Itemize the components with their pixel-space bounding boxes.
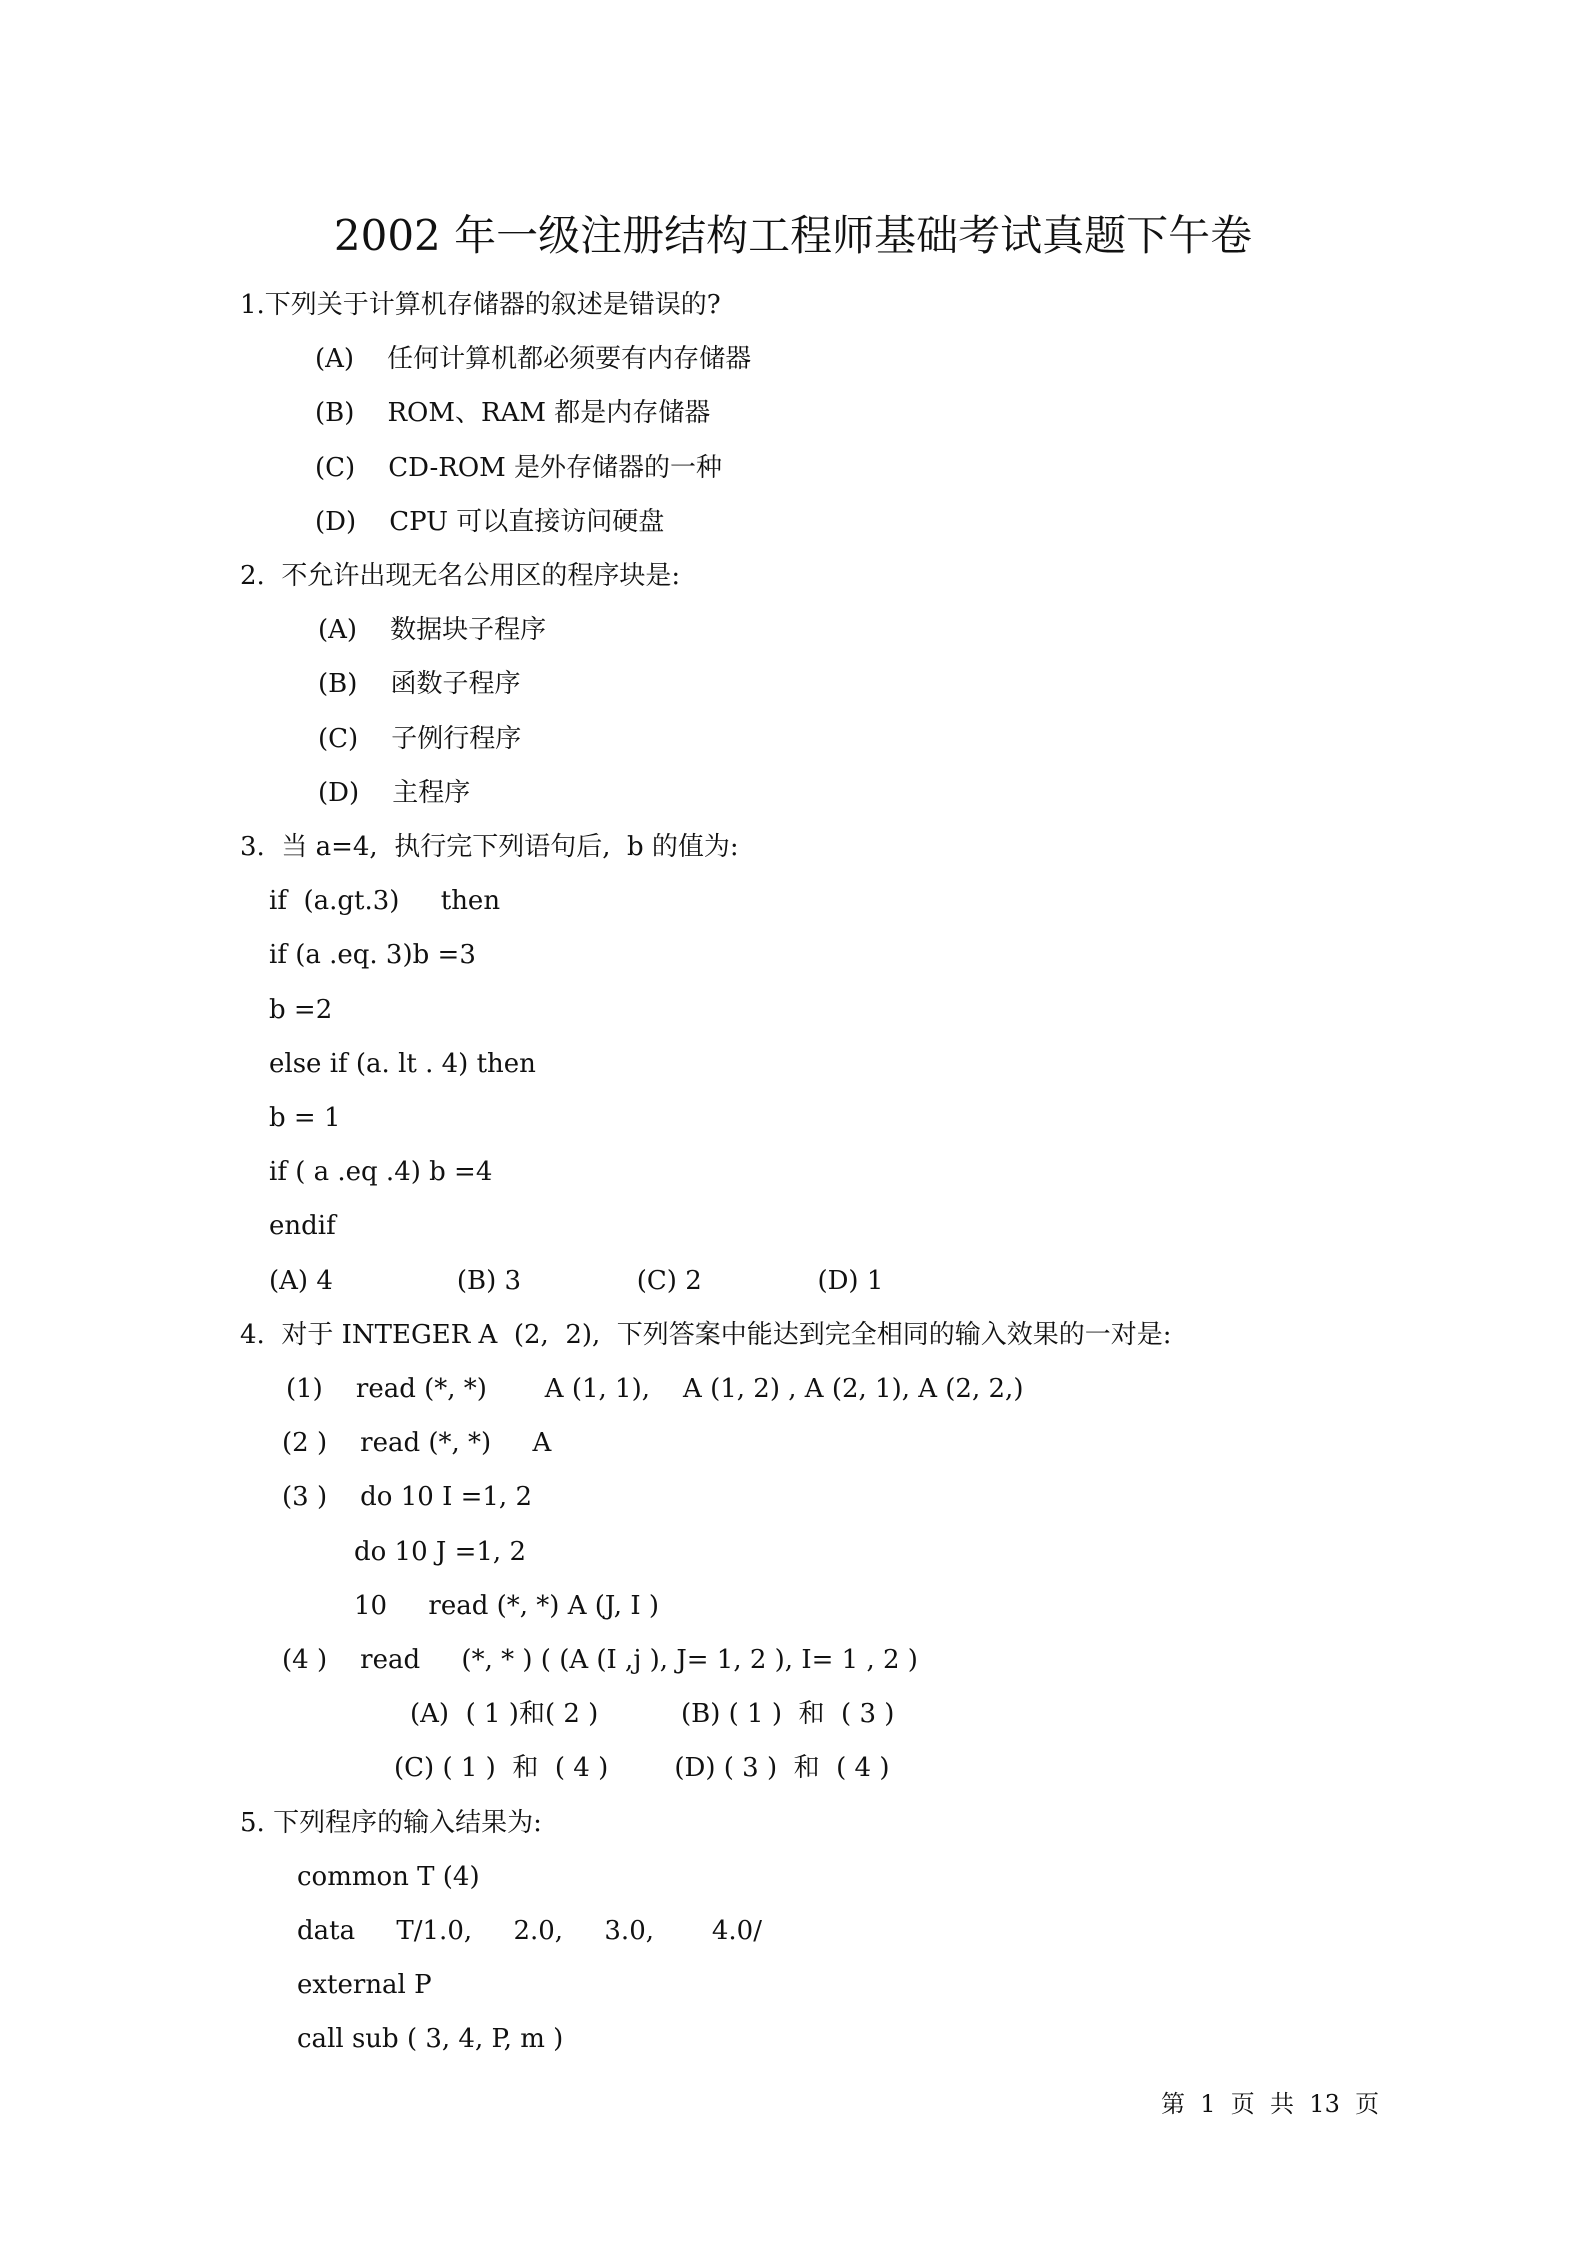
question-2-option-c: (C) 子例行程序 [318, 724, 522, 754]
code-line: endif [269, 1211, 336, 1241]
question-3-stem: 3. 当 a=4, 执行完下列语句后, b 的值为: [240, 832, 739, 862]
page-title: 2002 年一级注册结构工程师基础考试真题下午卷 [333, 211, 1253, 260]
question-4-item-1: (1) read (*, *) A (1, 1), A (1, 2) , A (2, 1), A (2, 2,) [286, 1374, 1024, 1404]
question-4-item-2: (2 ) read (*, *) A [282, 1428, 552, 1458]
question-4-options-ab: (A) ( 1 )和( 2 ) (B) ( 1 ) 和 ( 3 ) [410, 1699, 895, 1729]
question-2-option-b: (B) 函数子程序 [318, 669, 521, 699]
code-line: b =2 [269, 995, 333, 1025]
code-line: common T (4) [297, 1862, 480, 1892]
question-4-item-3: (3 ) do 10 I =1, 2 [282, 1482, 532, 1512]
question-4-item-4: (4 ) read (*, * ) ( (A (I ,j ), J= 1, 2 ), I= 1 , 2 ) [282, 1645, 918, 1675]
page-footer: 第 1 页 共 13 页 [1161, 2090, 1380, 2118]
question-2-option-d: (D) 主程序 [318, 778, 471, 808]
code-line: if (a .eq. 3)b =3 [269, 940, 476, 970]
code-line: b = 1 [269, 1103, 341, 1133]
question-1-option-c: (C) CD-ROM 是外存储器的一种 [315, 453, 723, 483]
question-3-options: (A) 4 (B) 3 (C) 2 (D) 1 [269, 1266, 884, 1296]
code-line: 10 read (*, *) A (J, I ) [354, 1591, 660, 1621]
code-line: if (a.gt.3) then [269, 886, 501, 916]
question-1-option-a: (A) 任何计算机都必须要有内存储器 [315, 344, 752, 374]
code-line: else if (a. lt . 4) then [269, 1049, 536, 1079]
question-1-option-b: (B) ROM、RAM 都是内存储器 [315, 398, 711, 428]
question-2-option-a: (A) 数据块子程序 [318, 615, 547, 645]
question-1-option-d: (D) CPU 可以直接访问硬盘 [315, 507, 665, 537]
question-5-stem: 5. 下列程序的输入结果为: [240, 1808, 542, 1838]
code-line: data T/1.0, 2.0, 3.0, 4.0/ [297, 1916, 762, 1946]
code-line: call sub ( 3, 4, P, m ) [297, 2024, 564, 2054]
code-line: external P [297, 1970, 432, 2000]
code-line: do 10 J =1, 2 [354, 1537, 526, 1567]
code-line: if ( a .eq .4) b =4 [269, 1157, 493, 1187]
question-1-stem: 1.下列关于计算机存储器的叙述是错误的? [240, 290, 721, 320]
question-4-stem: 4. 对于 INTEGER A (2, 2), 下列答案中能达到完全相同的输入效果的一对是: [240, 1320, 1172, 1350]
question-4-options-cd: (C) ( 1 ) 和 ( 4 ) (D) ( 3 ) 和 ( 4 ) [394, 1753, 890, 1783]
question-2-stem: 2. 不允许出现无名公用区的程序块是: [240, 561, 681, 591]
